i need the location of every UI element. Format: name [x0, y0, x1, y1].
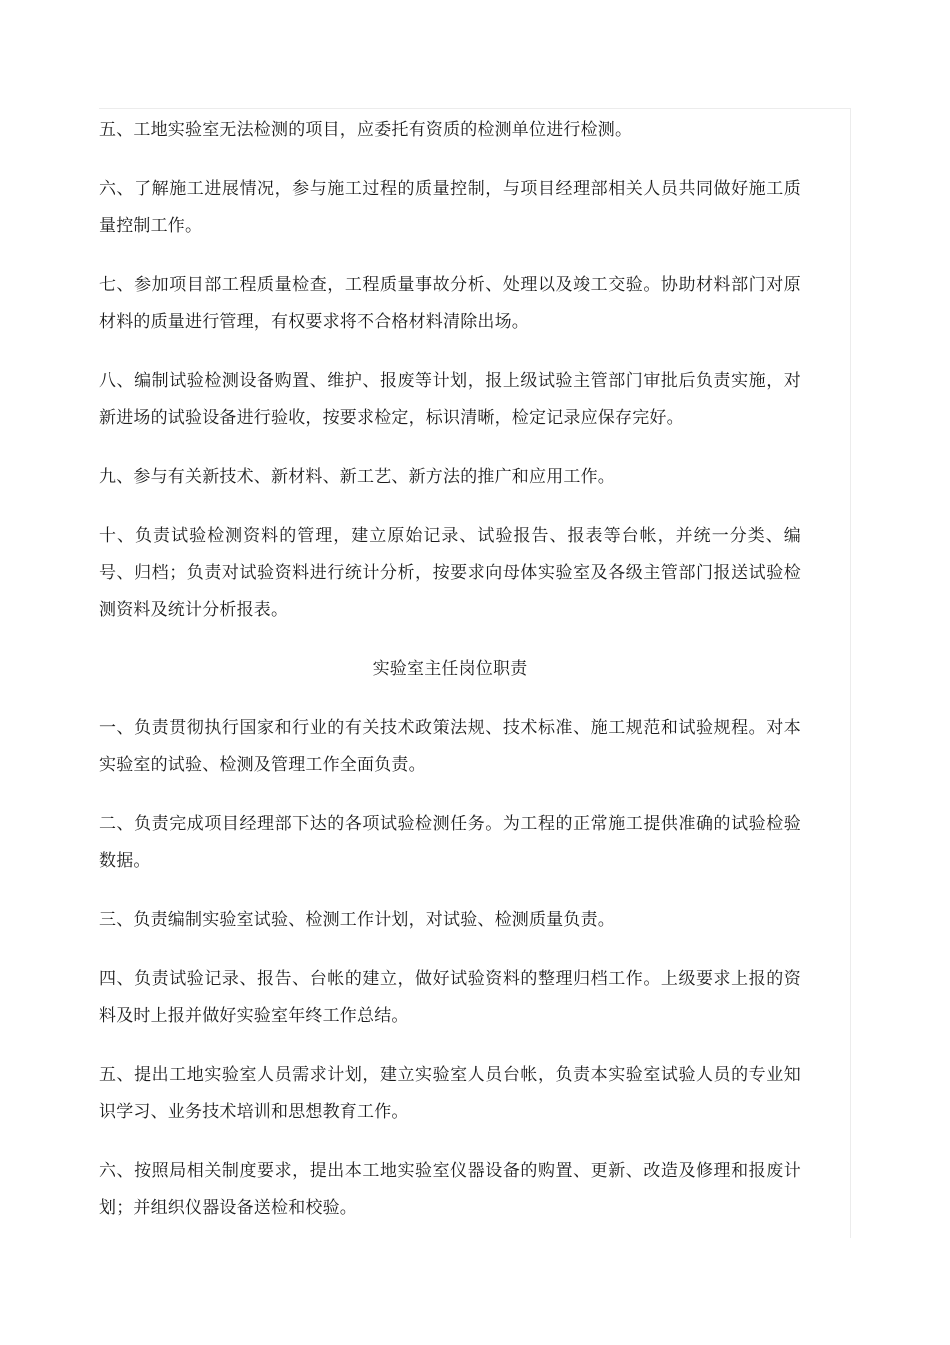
- director-duty-3: 三、负责编制实验室试验、检测工作计划，对试验、检测质量负责。: [99, 910, 615, 930]
- paragraph-item-8: 八、编制试验检测设备购置、维护、报废等计划，报上级试验主管部门审批后负责实施，对新进场的试验设备进行验收，按要求检定，标识清晰，检定记录应保存完好。: [99, 371, 801, 428]
- paragraph-item-5: 五、工地实验室无法检测的项目，应委托有资质的检测单位进行检测。: [99, 120, 633, 140]
- director-duty-1: 一、负责贯彻执行国家和行业的有关技术政策法规、技术标准、施工规范和试验规程。对本实验室的试验、检测及管理工作全面负责。: [99, 718, 801, 775]
- director-duty-2: 二、负责完成项目经理部下达的各项试验检测任务。为工程的正常施工提供准确的试验检验数据。: [99, 814, 801, 871]
- paragraph-item-7: 七、参加项目部工程质量检查，工程质量事故分析、处理以及竣工交验。协助材料部门对原材料的质量进行管理，有权要求将不合格材料清除出场。: [99, 275, 801, 332]
- director-duty-6: 六、按照局相关制度要求，提出本工地实验室仪器设备的购置、更新、改造及修理和报废计划；并组织仪器设备送检和校验。: [99, 1161, 801, 1218]
- paragraph-item-6: 六、了解施工进展情况，参与施工过程的质量控制，与项目经理部相关人员共同做好施工质量控制工作。: [99, 179, 801, 236]
- paragraph-item-9: 九、参与有关新技术、新材料、新工艺、新方法的推广和应用工作。: [99, 467, 615, 487]
- director-duty-4: 四、负责试验记录、报告、台帐的建立，做好试验资料的整理归档工作。上级要求上报的资料及时上报并做好实验室年终工作总结。: [99, 969, 801, 1026]
- paragraph-item-10: 十、负责试验检测资料的管理，建立原始记录、试验报告、报表等台帐，并统一分类、编号、归档；负责对试验资料进行统计分析，按要求向母体实验室及各级主管部门报送试验检测资料及统计分析报表。: [99, 526, 801, 620]
- document-body: [99, 112, 801, 1249]
- section-title: 实验室主任岗位职责: [372, 659, 528, 679]
- director-duty-5: 五、提出工地实验室人员需求计划，建立实验室人员台帐，负责本实验室试验人员的专业知识学习、业务技术培训和思想教育工作。: [99, 1065, 801, 1122]
